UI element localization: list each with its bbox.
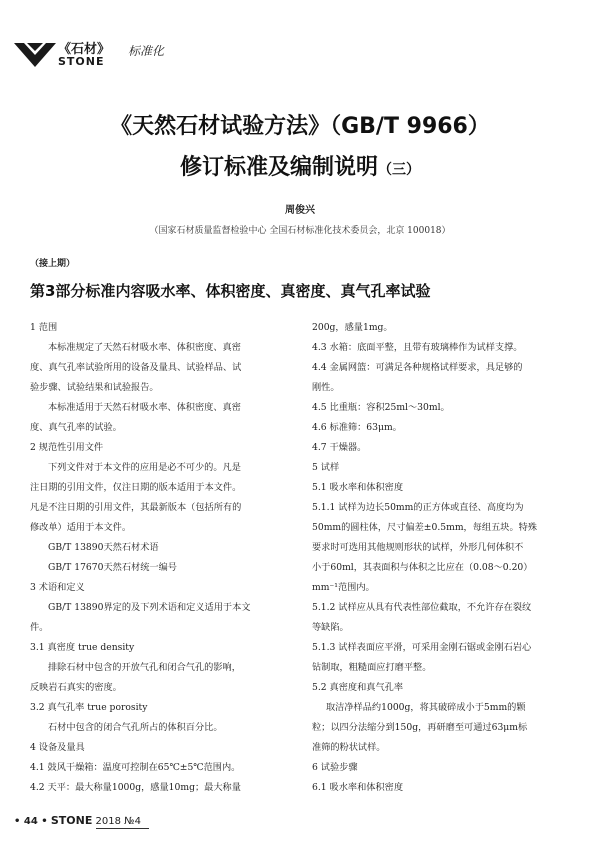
article-title-line2 xyxy=(0,150,600,181)
magazine-logo xyxy=(14,37,126,69)
text-line: 排除石材中包含的开放气孔和闭合气孔的影响， xyxy=(48,662,241,673)
text-line: 4.3 水箱：底面平整，且带有玻璃棒作为试样支撑。 xyxy=(312,342,523,353)
text-line: 要求时可选用其他规则形状的试样，外形几何体积不 xyxy=(312,542,524,553)
text-line: 凡是不注日期的引用文件，其最新版本（包括所有的 xyxy=(30,502,242,513)
continued-tag: （接上期） xyxy=(30,259,76,269)
text-line: 4.6 标准筛：63μm。 xyxy=(312,422,402,433)
text-line: 5.2 真密度和真气孔率 xyxy=(312,682,404,693)
stone-logo-icon xyxy=(14,37,56,69)
text-line: GB/T 13890界定的及下列术语和定义适用于本文 xyxy=(48,602,251,613)
text-line: 石材中包含的闭合气孔所占的体积百分比。 xyxy=(48,722,223,733)
text-line: 4.5 比重瓶：容积25ml～30ml。 xyxy=(312,402,450,413)
text-line: 度、真气孔率的试验。 xyxy=(30,422,122,433)
section-title: 第3部分标准内容吸水率、体积密度、真密度、真气孔率试验 xyxy=(30,282,431,300)
page-footer xyxy=(14,814,149,829)
text-line: 4 设备及量具 xyxy=(30,742,85,753)
text-line: 3 术语和定义 xyxy=(30,582,85,593)
footer-magazine: STONE xyxy=(50,814,93,827)
text-line: 验步骤、试验结果和试验报告。 xyxy=(30,382,159,393)
page-number: • 44 • xyxy=(14,816,48,827)
article-title-line1: 《天然石材试验方法》（GB/T 9966） xyxy=(110,114,490,139)
text-line: 小于60ml，其表面积与体积之比应在（0.08～0.20） xyxy=(312,562,533,573)
text-line: 200g，感量1mg。 xyxy=(312,322,393,333)
text-line: 4.7 干燥器。 xyxy=(312,442,367,453)
text-line: 3.2 真气孔率 true porosity xyxy=(30,702,148,713)
text-line: 6 试验步骤 xyxy=(312,762,358,773)
text-line: 1 范围 xyxy=(30,322,58,333)
text-line: 本标准规定了天然石材吸水率、体积密度、真密 xyxy=(48,342,241,353)
article-title-part: （三） xyxy=(378,162,420,178)
text-line: 5.1.3 试样表面应平滑，可采用金刚石锯或金刚石岩心 xyxy=(312,642,532,653)
column-name: 标准化 xyxy=(128,44,165,58)
text-line: 4.2 天平：最大称量1000g，感量10mg；最大称量 xyxy=(30,782,241,793)
text-line: 本标准适用于天然石材吸水率、体积密度、真密 xyxy=(48,402,241,413)
text-line: 3.1 真密度 true density xyxy=(30,642,135,653)
text-line: 50mm的圆柱体，尺寸偏差±0.5mm，每组五块。特殊 xyxy=(312,522,538,533)
text-line: 2 规范性引用文件 xyxy=(30,442,104,453)
text-line: 修改单）适用于本文件。 xyxy=(30,522,132,533)
text-line: GB/T 13890天然石材术语 xyxy=(48,542,159,553)
text-line: 粒；以四分法缩分到150g，再研磨至可通过63μm标 xyxy=(312,722,528,733)
text-line: 5.1 吸水率和体积密度 xyxy=(312,482,404,493)
right-column xyxy=(312,318,584,798)
text-line: 取洁净样品约1000g，将其破碎成小于5mm的颗 xyxy=(326,702,526,713)
text-line: 5 试样 xyxy=(312,462,340,473)
logo-english-text: STONE xyxy=(58,55,105,68)
text-line: 度、真气孔率试验所用的设备及量具、试验样品、试 xyxy=(30,362,242,373)
text-line: 注日期的引用文件，仅注日期的版本适用于本文件。 xyxy=(30,482,242,493)
text-line: 6.1 吸水率和体积密度 xyxy=(312,782,404,793)
text-line: 5.1.1 试样为边长50mm的正方体或直径、高度均为 xyxy=(312,502,524,513)
author: 周俊兴 xyxy=(285,205,315,216)
text-line: 5.1.2 试样应从具有代表性部位截取，不允许存在裂纹 xyxy=(312,602,532,613)
text-line: mm⁻¹范围内。 xyxy=(312,582,375,593)
text-line: 刚性。 xyxy=(312,382,340,393)
text-line: 件。 xyxy=(30,622,49,633)
text-line: 4.4 金属网篮：可满足各种规格试样要求，具足够的 xyxy=(312,362,523,373)
text-line: 钻制取，粗糙面应打磨平整。 xyxy=(312,662,432,673)
text-line: 反映岩石真实的密度。 xyxy=(30,682,122,693)
footer-issue: 2018 №4 xyxy=(96,816,149,829)
left-column xyxy=(30,318,302,798)
text-line: GB/T 17670天然石材统一编号 xyxy=(48,562,177,573)
logo-chinese-text: 《石材》 xyxy=(58,42,111,57)
text-line: 准筛的粉状试样。 xyxy=(312,742,386,753)
affiliation: （国家石材质量监督检验中心 全国石材标准化技术委员会，北京 100018） xyxy=(149,226,451,236)
text-line: 下列文件对于本文件的应用是必不可少的。凡是 xyxy=(48,462,241,473)
article-title-main: 修订标准及编制说明 xyxy=(179,155,378,180)
text-line: 等缺陷。 xyxy=(312,622,349,633)
text-line: 4.1 鼓风干燥箱：温度可控制在65℃±5℃范围内。 xyxy=(30,762,241,773)
